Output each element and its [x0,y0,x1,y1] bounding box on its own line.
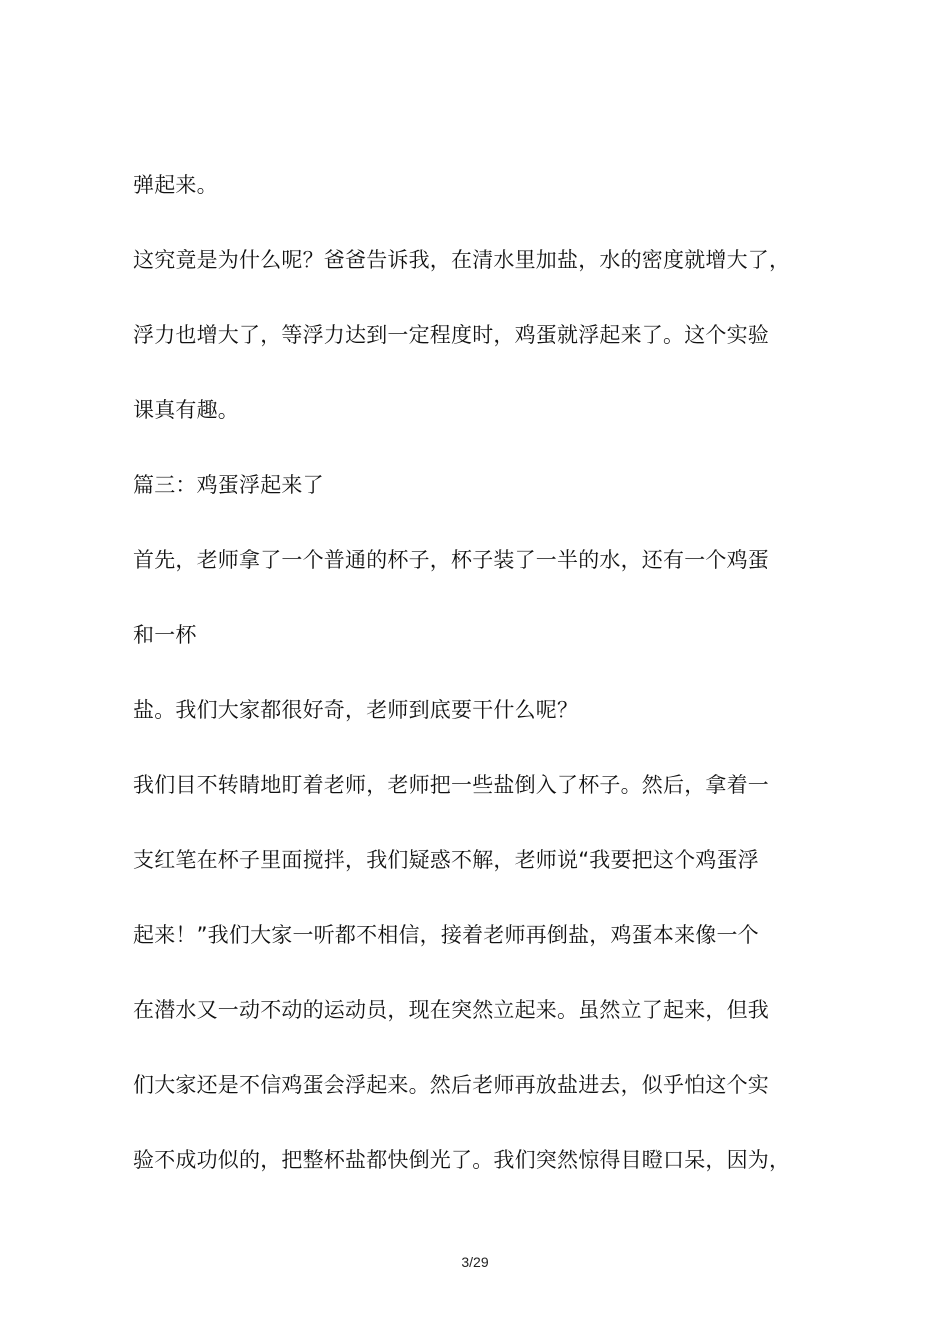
text-line: 验不成功似的，把整杯盐都快倒光了。我们突然惊得目瞪口呆，因为， [133,1148,791,1172]
text-line: 这究竟是为什么呢？爸爸告诉我，在清水里加盐，水的密度就增大了， [133,248,791,272]
text-line: 起来！”我们大家一听都不相信，接着老师再倒盐，鸡蛋本来像一个 [133,923,759,947]
text-line: 首先，老师拿了一个普通的杯子，杯子装了一半的水，还有一个鸡蛋 [133,548,769,572]
text-line: 们大家还是不信鸡蛋会浮起来。然后老师再放盐进去，似乎怕这个实 [133,1073,769,1097]
text-line: 在潜水又一动不动的运动员，现在突然立起来。虽然立了起来，但我 [133,998,769,1022]
text-line: 我们目不转睛地盯着老师，老师把一些盐倒入了杯子。然后，拿着一 [133,773,769,797]
text-line: 盐。我们大家都很好奇，老师到底要干什么呢？ [133,698,579,722]
text-line: 支红笔在杯子里面搅拌，我们疑惑不解，老师说“我要把这个鸡蛋浮 [133,848,759,872]
text-line: 浮力也增大了，等浮力达到一定程度时，鸡蛋就浮起来了。这个实验 [133,323,769,347]
page-number: 3/29 [461,1254,489,1270]
text-line: 和一杯 [133,623,197,647]
section-heading: 篇三：鸡蛋浮起来了 [133,473,324,497]
text-line: 弹起来。 [133,173,218,197]
text-line: 课真有趣。 [133,398,239,422]
